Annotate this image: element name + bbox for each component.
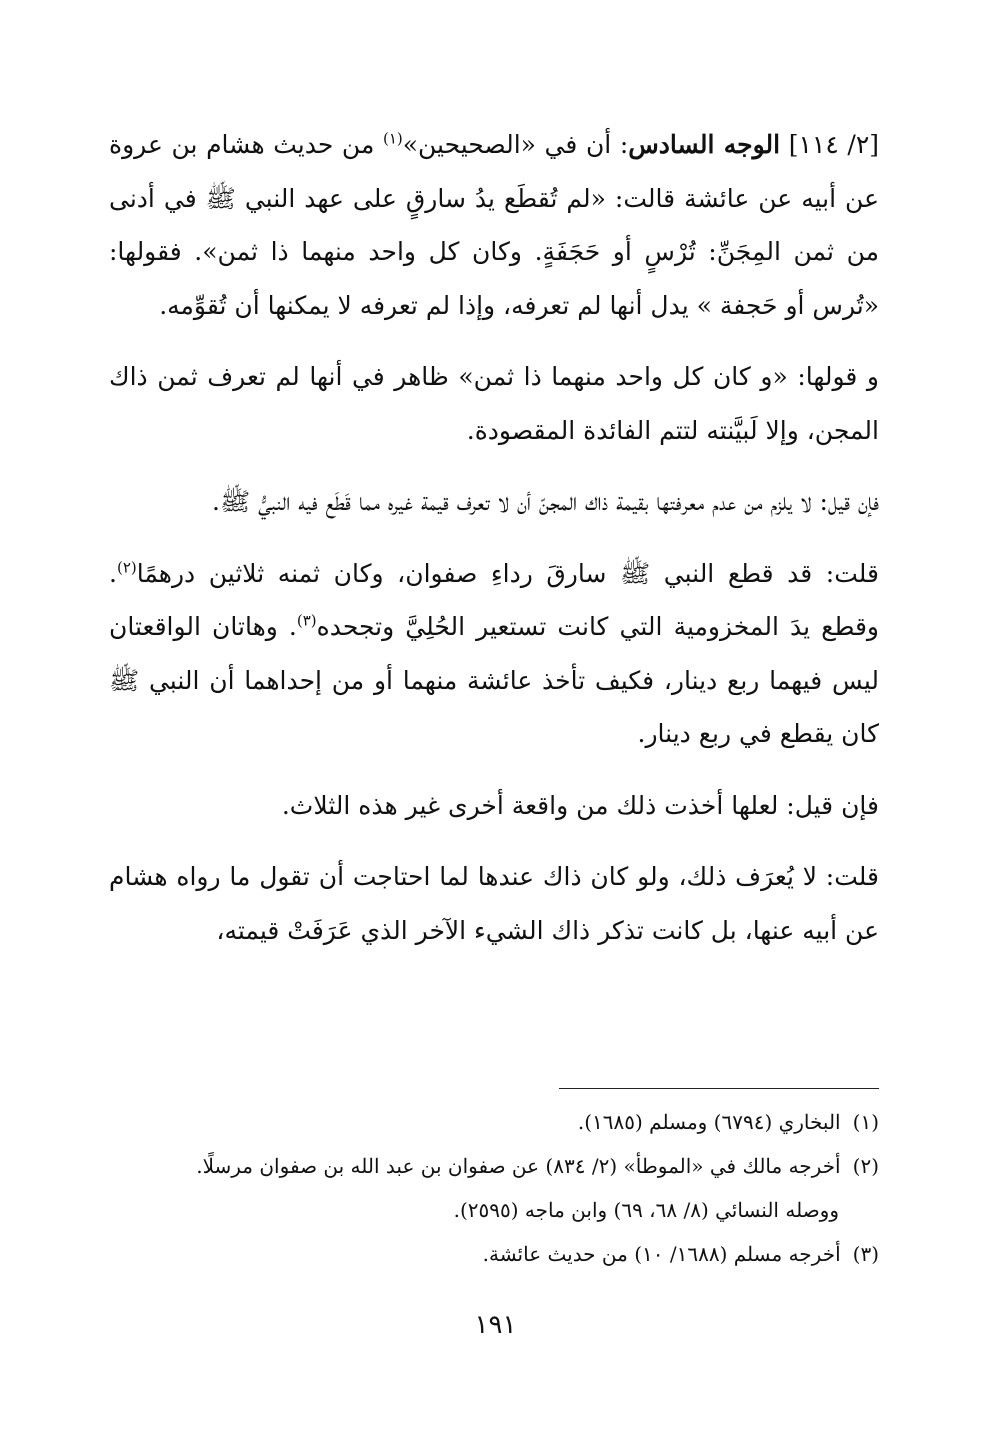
paragraph-6	[109, 850, 879, 957]
paragraph-text: و قولها: «و كان كل واحد منهما ذا ثمن» ظاهر في أنها لم تعرف ثمن ذاك المجن، وإلا لَبيَّنته لتتم الفائدة المقصودة.	[109, 362, 879, 445]
paragraph-text: قلت: لا يُعرَف ذلك، ولو كان ذاك عندها لما احتاجت أن تقول ما رواه هشام عن أبيه عنها، بل كانت تذكر ذاك الشيء الآخر الذي عَرَفَتْ قيمته،	[109, 862, 879, 945]
footnote-1	[109, 1100, 879, 1144]
footnote-text: البخاري (٦٧٩٤) ومسلم (١٦٨٥).	[577, 1110, 841, 1134]
section-heading: الوجه السادس	[628, 130, 781, 159]
footnote-2-continuation: ووصله النسائي (٨/ ٦٨، ٦٩) وابن ماجه (٢٥٩٥).	[453, 1198, 839, 1222]
paragraph-3	[109, 475, 879, 529]
footnote-marker[interactable]: (١)	[382, 129, 403, 148]
main-text	[109, 118, 879, 975]
page-number: ١٩١	[474, 1310, 517, 1340]
paragraph-text: قلت: قد قطع النبي ﷺ سارقَ رداءِ صفوان، وكان ثمنه ثلاثين درهمًا	[136, 558, 879, 588]
footnote-text: أخرجه مسلم (١٦٨٨/ ١٠) من حديث عائشة.	[482, 1242, 841, 1266]
footnotes	[109, 1100, 879, 1276]
footnote-2	[109, 1144, 879, 1188]
paragraph-text: : أن في «الصحيحين»	[402, 130, 629, 159]
paragraph-text: فإن قيل: لعلها أخذت ذلك من واقعة أخرى غير هذه الثلاث.	[281, 790, 879, 820]
paragraph-text: من حديث هشام بن عروة عن أبيه عن عائشة قالت: «لم تُقطَع يدُ سارقٍ على عهد النبي ﷺ في أدنى من ثمن المِجَنِّ: تُرْسٍ أو حَجَفَةٍ. وكان كل واحد منهما ذا ثمن». فقولها: «تُرس أو حَجفة » يدل أنها لم تعرفه، وإذا لم تعرفه لا يمكنها أن تُقوِّمه.	[109, 130, 879, 320]
footnote-number: (١)	[852, 1110, 879, 1134]
paragraph-text: فإن قيل: لا يلزم من عدم معرفتها بقيمة ذاك المجنّ أن لا تعرف قيمة غيره مما قَطَع فيه النبيُّ ﷺ.	[212, 487, 879, 516]
footnote-number: (٢)	[852, 1154, 879, 1178]
footnote-3	[109, 1232, 879, 1276]
paragraph-5	[109, 779, 879, 833]
footnote-marker[interactable]: (٢)	[116, 558, 137, 577]
paragraph-text: . وقطع يدَ المخزومية التي كانت تستعير الحُلِيَّ وتجحده	[109, 558, 879, 641]
paragraph-1	[109, 118, 879, 332]
section-ref: [٢/ ١١٤]	[788, 130, 880, 159]
paragraph-4	[109, 547, 879, 761]
footnote-text: أخرجه مالك في «الموطأ» (٢/ ٨٣٤) عن صفوان بن عبد الله بن صفوان مرسلًا.	[196, 1154, 841, 1178]
footnote-marker[interactable]: (٣)	[296, 611, 317, 630]
footnote-separator	[559, 1088, 879, 1089]
paragraph-2	[109, 350, 879, 457]
paragraph-text: . وهاتان الواقعتان ليس فيهما ربع دينار، فكيف تأخذ عائشة منهما أو من إحداهما أن النبي ﷺ كان يقطع في ربع دينار.	[109, 612, 879, 748]
footnote-number: (٣)	[852, 1242, 879, 1266]
